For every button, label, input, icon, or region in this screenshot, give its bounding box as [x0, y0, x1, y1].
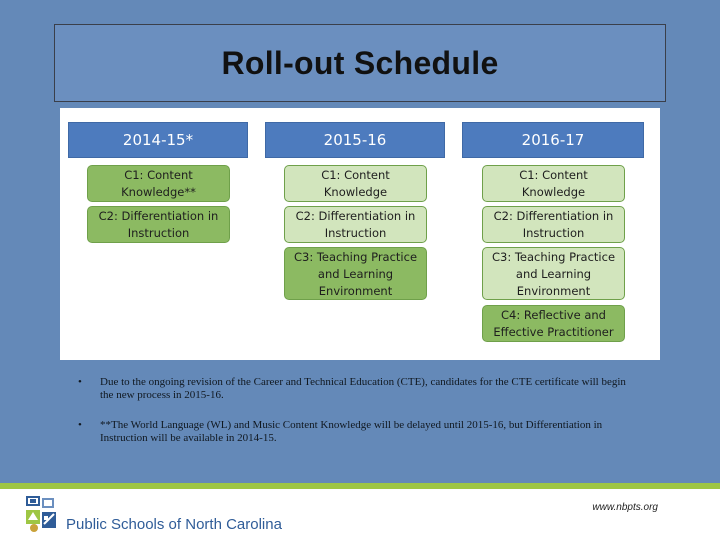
footnote-text: **The World Language (WL) and Music Content Knowledge will be delayed until 2015-16, but Differentiation in Instruction will be available in 2014-15.	[100, 419, 603, 444]
component-box: C2: Differentiation in Instruction	[284, 206, 427, 243]
component-box: C1: Content Knowledge**	[87, 165, 230, 202]
title-box	[54, 24, 666, 102]
column-header: 2014-15*	[68, 122, 248, 158]
website-url: www.nbpts.org	[592, 502, 658, 513]
column-header: 2016-17	[462, 122, 644, 158]
footnotes	[78, 376, 638, 462]
bullet-icon: •	[78, 376, 82, 388]
page-title: Roll-out Schedule	[221, 44, 499, 81]
rollout-schedule-graphic	[60, 108, 660, 360]
component-box: C3: Teaching Practice and Learning Environment	[284, 247, 427, 300]
component-box: C1: Content Knowledge	[482, 165, 625, 202]
organization-name: Public Schools of North Carolina	[66, 516, 282, 533]
footnote-text: Due to the ongoing revision of the Career and Technical Education (CTE), candidates for the CTE certificate will begin the new process in 2015-16.	[100, 376, 626, 401]
schedule-column-2014-15	[68, 122, 248, 158]
schedule-column-2015-16	[265, 122, 445, 158]
footer-bar	[0, 483, 720, 489]
footnote-item	[78, 419, 638, 444]
dpi-logo-icon	[24, 494, 64, 534]
footnote-item	[78, 376, 638, 401]
component-box: C3: Teaching Practice and Learning Environment	[482, 247, 625, 300]
component-box: C2: Differentiation in Instruction	[482, 206, 625, 243]
component-box: C4: Reflective and Effective Practitioner	[482, 305, 625, 342]
bullet-icon: •	[78, 419, 82, 431]
component-box: C1: Content Knowledge	[284, 165, 427, 202]
component-box: C2: Differentiation in Instruction	[87, 206, 230, 243]
column-header: 2015-16	[265, 122, 445, 158]
schedule-column-2016-17	[462, 122, 644, 158]
